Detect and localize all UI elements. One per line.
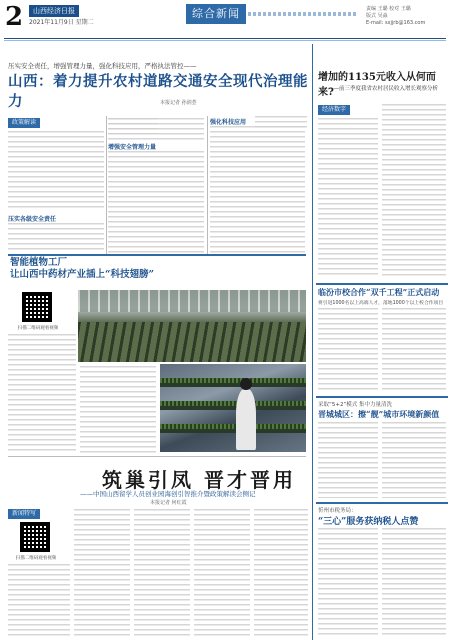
bottom-byline: 本报记者 何红霞 xyxy=(150,500,187,506)
right-rule xyxy=(316,283,448,285)
feature-title xyxy=(10,257,154,281)
page-number: 2 xyxy=(5,2,24,32)
qr-caption: 扫描二维码观看视频 xyxy=(17,326,59,331)
lead-kicker: 压实安全责任，增强管理力量，强化科技应用，严格执法管控—— xyxy=(8,62,197,70)
decorative-stripe xyxy=(248,12,358,16)
column-divider xyxy=(207,116,208,254)
feature-title-line: 让山西中药材产业插上“科技翅膀” xyxy=(10,269,154,280)
right-text-column xyxy=(382,528,446,636)
right-rule xyxy=(316,396,448,398)
right-text-column xyxy=(382,422,446,498)
paper-name-badge: 山西经济日报 xyxy=(29,5,79,17)
right-subtitle: ——前三季度我省农村居民收入增长观察分析 xyxy=(328,86,439,92)
feature-text-column xyxy=(80,366,156,454)
qr-caption: 扫描二维码观看视频 xyxy=(15,556,57,561)
editor-line: 版式 吴淼 xyxy=(366,13,388,19)
lead-text-column xyxy=(8,131,104,211)
lead-subhead: 强化科技应用 xyxy=(210,119,247,126)
laboratory-photo xyxy=(160,364,306,452)
bottom-text-column xyxy=(8,564,70,636)
lead-text-column xyxy=(108,151,204,253)
bottom-text-column xyxy=(254,509,308,636)
lead-subhead: 增强安全管理力量 xyxy=(108,144,157,151)
editor-info xyxy=(366,6,448,27)
feature-title-line: 智能植物工厂 xyxy=(10,257,68,268)
right-headline: 增加的1135元收入从何而来? xyxy=(318,72,436,98)
right-rule xyxy=(316,502,448,504)
masthead xyxy=(0,0,450,46)
lead-text-column xyxy=(255,116,307,128)
right-text-column xyxy=(318,118,378,278)
column-divider xyxy=(106,116,107,254)
qr-code[interactable] xyxy=(20,522,50,552)
lead-subhead: 压实各级安全责任 xyxy=(8,216,57,223)
right-text-column xyxy=(382,104,446,278)
greenhouse-photo xyxy=(78,290,306,362)
story-4-headline: “三心”服务获纳税人点赞 xyxy=(318,517,419,527)
lead-headline: 山西：着力提升农村道路交通安全现代治理能力 xyxy=(8,73,308,110)
story-3-headline: 晋城城区：擦“靓”城市环境新颜值 xyxy=(318,409,440,419)
story-3-kicker: 采取“5+2”模式 集中力量清洗 xyxy=(318,402,393,408)
bottom-subtitle: ——中国山西留学人员创业园海创引智推介暨政策解读会侧记 xyxy=(80,490,256,498)
right-text-column xyxy=(382,308,446,392)
right-text-column xyxy=(318,308,378,392)
section-banner: 综合新闻 xyxy=(186,4,246,24)
story-2-headline: 临汾市校合作“双千工程”正式启动 xyxy=(318,287,440,297)
story-4-kicker: 忻州市税务局： xyxy=(318,508,357,514)
lead-text-column xyxy=(108,118,204,140)
bottom-text-column xyxy=(194,509,250,636)
editor-line: E-mail: sxjjrb@163.com xyxy=(366,20,426,26)
lead-text-column xyxy=(8,223,104,253)
masthead-rule xyxy=(4,40,446,41)
bottom-headline: 筑巢引凤 晋才晋用 xyxy=(102,468,296,492)
qr-code[interactable] xyxy=(22,292,52,322)
editor-line: 责编 王璐 校对 王璐 xyxy=(366,6,411,12)
feature-text-column xyxy=(8,334,76,454)
feature-top-rule xyxy=(8,254,306,256)
lead-text-column xyxy=(210,126,305,253)
right-text-column xyxy=(318,422,378,498)
tag-policy: 政策解读 xyxy=(8,118,40,128)
section-divider xyxy=(8,456,306,457)
issue-date: 2021年11月9日 星期二 xyxy=(29,19,94,26)
lead-byline: 本报记者 孙润荟 xyxy=(160,100,197,106)
tag-news-feature: 新闻特写 xyxy=(8,509,40,519)
tag-economic-figures: 经济数字 xyxy=(318,105,350,115)
bottom-text-column xyxy=(134,509,190,636)
bottom-text-column xyxy=(74,509,130,636)
right-text-column xyxy=(318,528,378,636)
right-column-divider xyxy=(312,44,313,640)
masthead-rule xyxy=(4,38,446,39)
story-2-note: 将引进1000名以上高端人才，落地1000个以上校合作项目 xyxy=(318,301,444,306)
